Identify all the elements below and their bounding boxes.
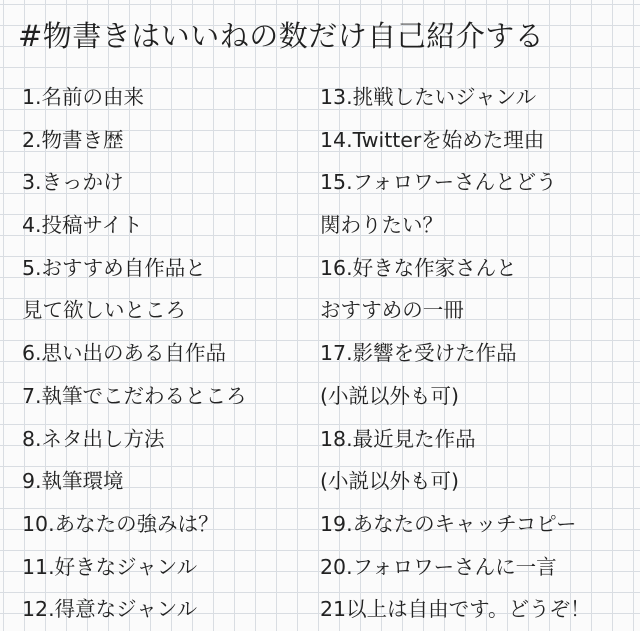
list-item: 15.フォロワーさんとどう bbox=[320, 170, 557, 195]
list-item: 1.名前の由来 bbox=[22, 85, 145, 109]
list-item: 13.挑戦したいジャンル bbox=[320, 85, 537, 109]
list-item: 4.投稿サイト bbox=[22, 213, 143, 238]
list-item: 10.あなたの強みは？ bbox=[22, 511, 219, 536]
list-item-note: (小説以外も可) bbox=[320, 469, 459, 494]
list-item: 18.最近見た作品 bbox=[320, 426, 476, 451]
list-item: 6.思い出のある自作品 bbox=[22, 341, 227, 366]
list-item-note: (小説以外も可) bbox=[320, 383, 459, 408]
list-item-continuation: 関わりたい？ bbox=[320, 213, 443, 238]
list-item: 3.きっかけ bbox=[22, 170, 124, 195]
question-list-left bbox=[22, 76, 314, 631]
list-item: 9.執筆環境 bbox=[22, 469, 124, 494]
list-item: 12.得意なジャンル bbox=[22, 597, 198, 622]
question-list-right bbox=[320, 76, 630, 631]
list-item: 19.あなたのキャッチコピー bbox=[320, 511, 577, 536]
list-item: 21以上は自由です。どうぞ！ bbox=[320, 597, 591, 622]
list-item: 5.おすすめ自作品と bbox=[22, 255, 206, 280]
list-item-continuation: 見て欲しいところ bbox=[22, 298, 186, 323]
list-item: 20.フォロワーさんに一言 bbox=[320, 554, 557, 579]
list-item: 8.ネタ出し方法 bbox=[22, 426, 165, 451]
list-item: 16.好きな作家さんと bbox=[320, 255, 517, 280]
page-title: #物書きはいいねの数だけ自己紹介する bbox=[18, 19, 545, 53]
list-item-continuation: おすすめの一冊 bbox=[320, 298, 464, 323]
list-item: 2.物書き歴 bbox=[22, 127, 124, 152]
list-item: 7.執筆でこだわるところ bbox=[22, 383, 247, 408]
list-item: 11.好きなジャンル bbox=[22, 554, 198, 579]
list-item: 14.Twitterを始めた理由 bbox=[320, 127, 545, 152]
list-item: 17.影響を受けた作品 bbox=[320, 341, 517, 366]
